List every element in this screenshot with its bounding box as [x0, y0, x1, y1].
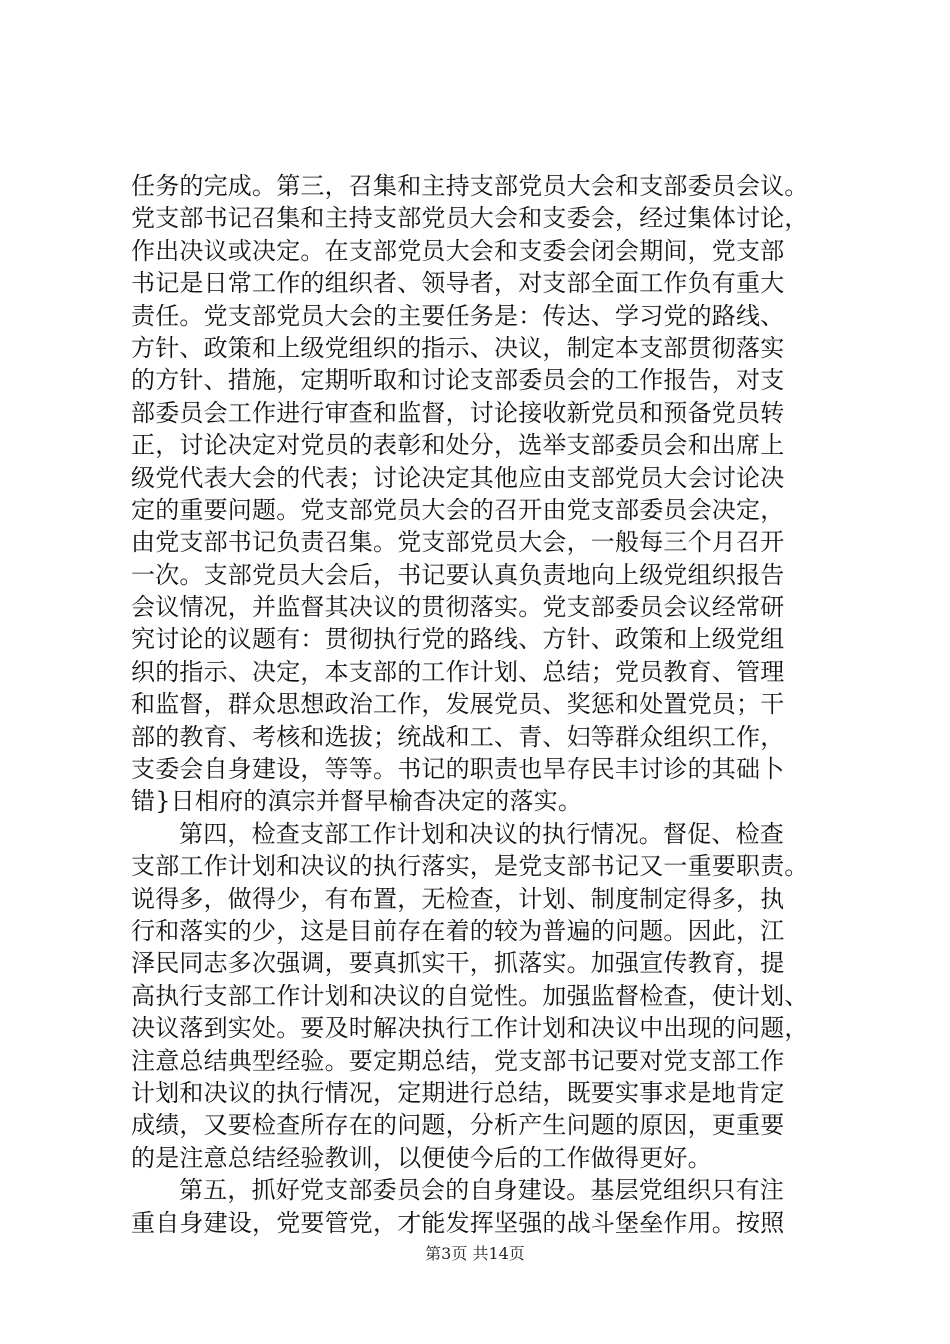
text-line: 作出决议或决定。在支部党员大会和支委会闭会期间，党支部 — [131, 236, 785, 265]
text-line: 和监督，群众思想政治工作，发展党员、奖惩和处置党员；干 — [131, 690, 785, 719]
text-line: 的是注意总结经验教训，以便使今后的工作做得更好。 — [131, 1143, 712, 1172]
text-line: 任务的完成。第三，召集和主持支部党员大会和支部委员会议。 — [131, 172, 809, 200]
text-line: 织的指示、决定，本支部的工作计划、总结；党员教育、管理 — [131, 657, 785, 686]
text-line: 说得多，做得少，有布置，无检查，计划、制度制定得多，执 — [131, 884, 785, 913]
text-line: 责任。党支部党员大会的主要任务是：传达、学习党的路线、 — [131, 301, 785, 330]
text-line: 定的重要问题。党支部党员大会的召开由党支部委员会决定， — [131, 495, 785, 524]
text-line: 注意总结典型经验。要定期总结，党支部书记要对党支部工作 — [131, 1046, 785, 1075]
text-line: 支部工作计划和决议的执行落实，是党支部书记又一重要职责。 — [131, 852, 809, 881]
text-line: 决议落到实处。要及时解决执行工作计划和决议中出现的问题， — [131, 1014, 809, 1043]
paragraph-start-line: 第四，检查支部工作计划和决议的执行情况。督促、检查 — [179, 819, 784, 848]
text-line: 行和落实的少，这是目前存在着的较为普遍的问题。因此，江 — [131, 916, 785, 945]
text-line: 正，讨论决定对党员的表彰和处分，选举支部委员会和出席上 — [131, 431, 785, 460]
text-line: 支委会自身建设，等等。书记的职责也旱存民丰讨诊的其础卜 — [131, 755, 785, 784]
text-line: 高执行支部工作计划和决议的自觉性。加强监督检查，使计划、 — [131, 981, 809, 1010]
text-line: 的方针、措施，定期听取和讨论支部委员会的工作报告，对支 — [131, 366, 785, 395]
text-line: 级党代表大会的代表；讨论决定其他应由支部党员大会讨论决 — [131, 463, 785, 492]
text-line: 部的教育、考核和选拔；统战和工、青、妇等群众组织工作， — [131, 722, 785, 751]
text-line: 会议情况，并监督其决议的贯彻落实。党支部委员会议经常研 — [131, 593, 785, 622]
text-line: 成绩，又要检查所存在的问题，分析产生问题的原因，更重要 — [131, 1111, 785, 1140]
text-line: 书记是日常工作的组织者、领导者，对支部全面工作负有重大 — [131, 269, 785, 298]
paragraph-start-line: 第五，抓好党支部委员会的自身建设。基层党组织只有注 — [179, 1176, 784, 1205]
body-text — [131, 170, 831, 1239]
text-line: 一次。支部党员大会后，书记要认真负责地向上级党组织报告 — [131, 560, 785, 589]
text-line: 计划和决议的执行情况，定期进行总结，既要实事求是地肯定 — [131, 1078, 785, 1107]
page-footer: 第3页 共14页 — [425, 1244, 525, 1263]
text-line: 错}日相府的滇宗并督早榆杳决定的落实。 — [131, 787, 583, 816]
text-line: 泽民同志多次强调，要真抓实干，抓落实。加强宣传教育，提 — [131, 949, 785, 978]
text-line: 党支部书记召集和主持支部党员大会和支委会，经过集体讨论， — [131, 204, 809, 233]
text-line: 究讨论的议题有：贯彻执行党的路线、方针、政策和上级党组 — [131, 625, 785, 654]
text-line: 部委员会工作进行审查和监督，讨论接收新党员和预备党员转 — [131, 398, 785, 427]
text-line: 由党支部书记负责召集。党支部党员大会，一般每三个月召开 — [131, 528, 785, 557]
text-line: 重自身建设，党要管党，才能发挥坚强的战斗堡垒作用。按照 — [131, 1208, 785, 1237]
text-line: 方针、政策和上级党组织的指示、决议，制定本支部贯彻落实 — [131, 333, 785, 362]
